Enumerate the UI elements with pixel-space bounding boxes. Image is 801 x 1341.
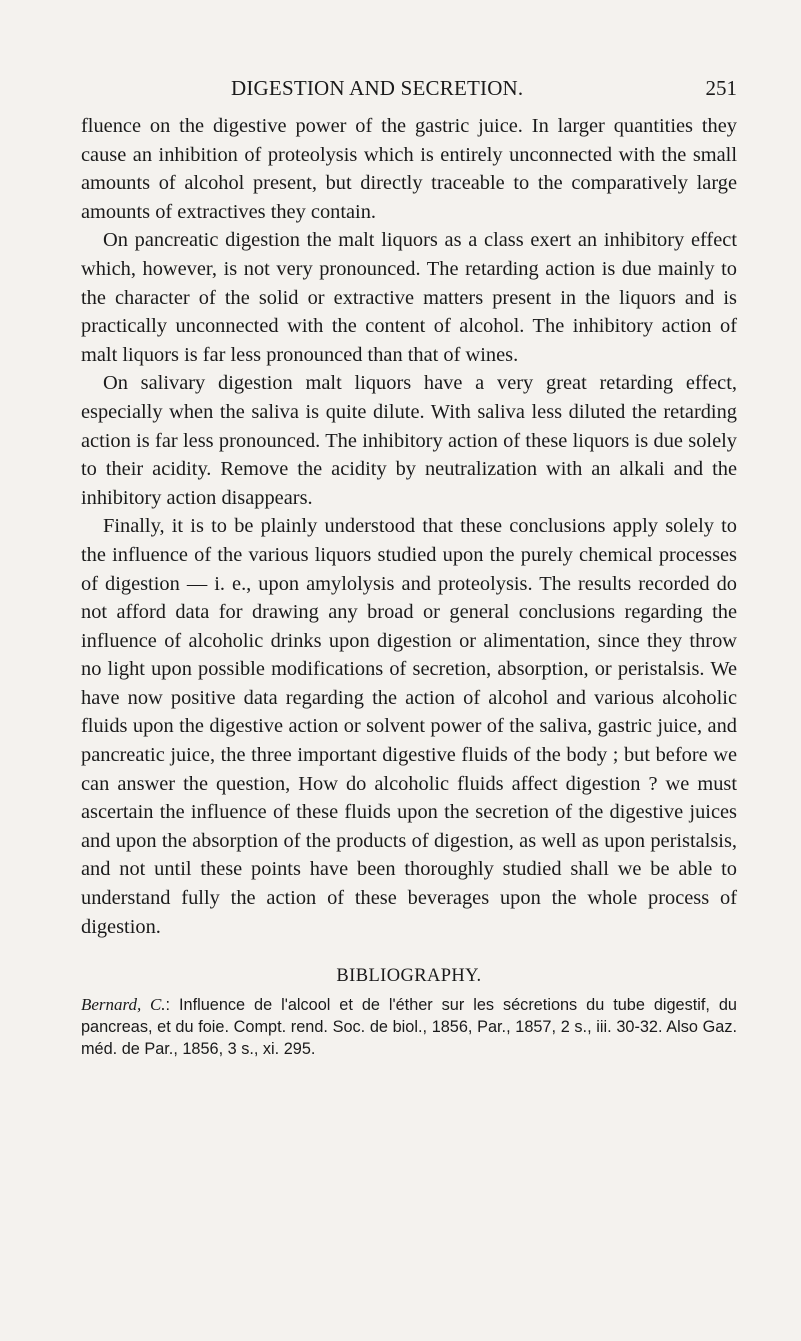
paragraph-pancreatic-digestion: On pancreatic digestion the malt liquors as a class exert an inhibitory effect which, however, is not very pronounced. The retarding action is due mainly to the character of the solid or extractive matters present in the liquors and is practically unconnected with the content of alcohol. The inhibitory action of malt liquors is far less pronounced than that of wines.: [81, 229, 737, 366]
page-number: 251: [705, 76, 737, 100]
paragraph-continued: fluence on the digestive power of the gastric juice. In larger quantities they cause an inhibition of proteolysis which is entirely unconnected with the small amounts of alcohol present, but directly traceable to the comparatively large amounts of extractives they contain.: [81, 115, 737, 223]
body-text: [81, 112, 737, 941]
running-title: DIGESTION AND SECRETION.: [231, 76, 524, 100]
book-page: [81, 76, 737, 1060]
bibliography-citation: : Influence de l'alcool et de l'éther sur les sécretions du tube digestif, du pancreas, et du foie. Compt. rend. Soc. de biol., 1856, Par., 1857, 2 s., iii. 30-32. Also Gaz. méd. de Par., 1856, 3 s., xi. 295.: [81, 996, 737, 1059]
paragraph-conclusions: Finally, it is to be plainly understood that these conclusions apply solely to the influence of the various liquors studied upon the purely chemical processes of digestion — i. e., upon amylolysis and proteolysis. The results recorded do not afford data for drawing any broad or general conclusions regarding the influence of alcoholic drinks upon digestion or alimentation, since they throw no light upon possible modifications of secretion, absorption, or peristalsis. We have now positive data regarding the action of alcohol and various alcoholic fluids upon the digestive action or solvent power of the saliva, gastric juice, and pancreatic juice, the three important digestive fluids of the body ; but before we can answer the question, How do alcoholic fluids affect digestion ? we must ascertain the influence of these fluids upon the secretion of the digestive juices and upon the absorption of the products of digestion, as well as upon peristalsis, and not until these points have been thoroughly studied shall we be able to understand fully the action of these beverages upon the whole process of digestion.: [81, 515, 737, 938]
bibliography-entry: [81, 994, 737, 1060]
running-head: [81, 76, 737, 112]
bibliography-author: Bernard, C.: [81, 995, 166, 1015]
paragraph-salivary-digestion: On salivary digestion malt liquors have a very great retarding effect, especially when the saliva is quite dilute. With saliva less diluted the retarding action is far less pronounced. The inhibitory action of these liquors is due solely to their acidity. Remove the acidity by neutralization with an alkali and the inhibitory action disappears.: [81, 372, 737, 509]
bibliography-heading: BIBLIOGRAPHY.: [336, 966, 482, 987]
